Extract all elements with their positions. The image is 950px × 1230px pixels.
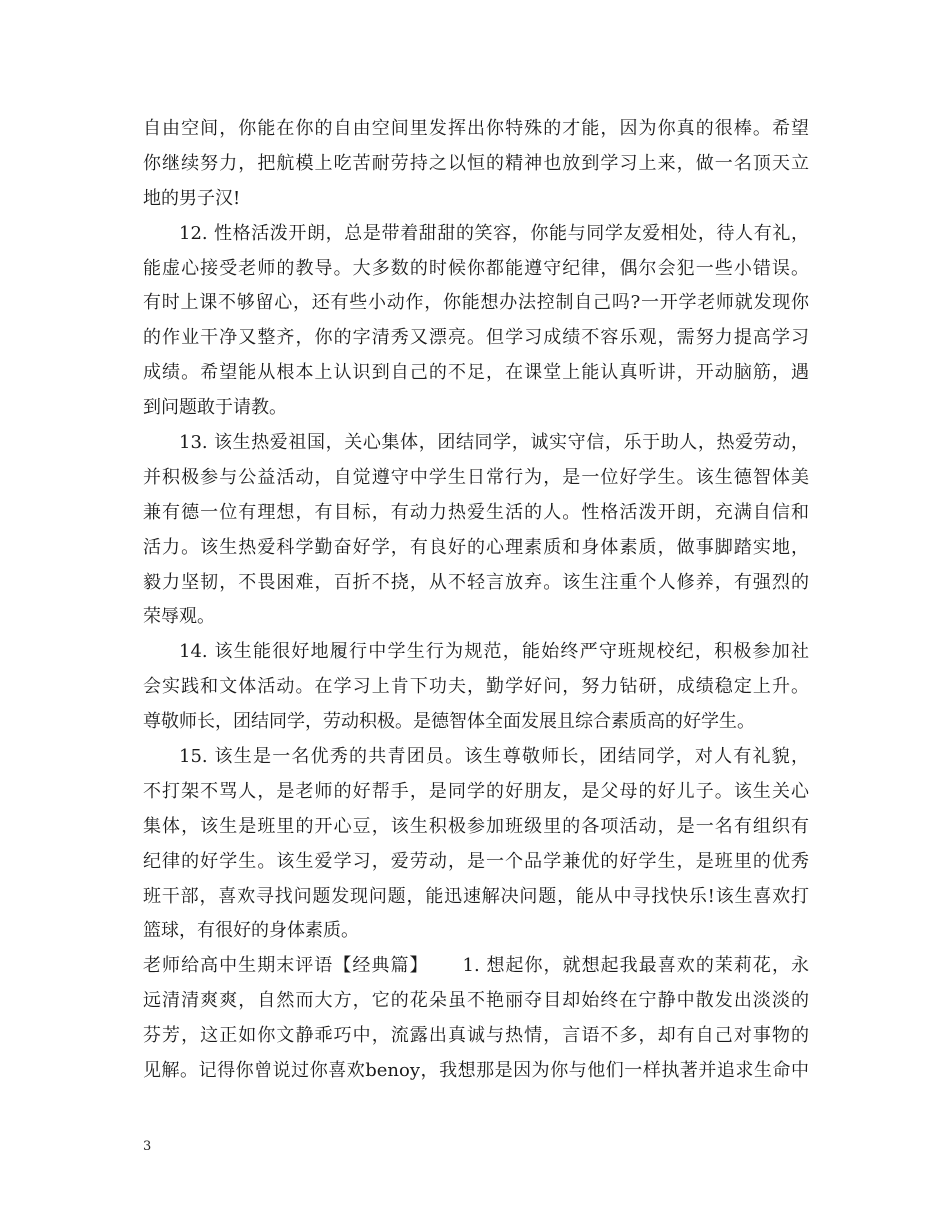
text-line: 篮球，有很好的身体素质。 [143, 920, 359, 942]
page-number: 3 [143, 1139, 152, 1154]
text-line: 荣辱观。 [143, 606, 215, 628]
text-line: 芬芳，这正如你文静乖巧中，流露出真诚与热情，言语不多，却有自己对事物的 [143, 1025, 809, 1047]
text-line: 成绩。希望能从根本上认识到自己的不足，在课堂上能认真听讲，开动脑筋，遇 [143, 362, 809, 384]
text-line: 兼有德一位有理想，有目标，有动力热爱生活的人。性格活泼开朗，充满自信和 [143, 501, 809, 523]
text-line: 见解。记得你曾说过你喜欢benoy，我想那是因为你与他们一样执著并追求生命中 [143, 1060, 809, 1082]
text-line: 14. 该生能很好地履行中学生行为规范，能始终严守班规校纪，积极参加社 [179, 641, 809, 663]
text-line: 会实践和文体活动。在学习上肯下功夫，勤学好问，努力钻研，成绩稳定上升。 [143, 676, 809, 698]
text-line: 有时上课不够留心，还有些小动作，你能想办法控制自己吗?一开学老师就发现你 [143, 292, 809, 314]
text-line: 13. 该生热爱祖国，关心集体，团结同学，诚实守信，乐于助人，热爱劳动， [179, 432, 809, 454]
paragraph-12 [143, 217, 809, 426]
text-line: 纪律的好学生。该生爱学习，爱劳动，是一个品学兼优的好学生，是班里的优秀 [143, 850, 809, 872]
text-line: 毅力坚韧，不畏困难，百折不挠，从不轻言放弃。该生注重个人修养，有强烈的 [143, 571, 809, 593]
text-line: 到问题敢于请教。 [143, 397, 287, 419]
text-line: 班干部，喜欢寻找问题发现问题，能迅速解决问题，能从中寻找快乐!该生喜欢打 [143, 885, 809, 907]
text-line: 活力。该生热爱科学勤奋好学，有良好的心理素质和身体素质，做事脚踏实地， [143, 536, 809, 558]
text-line: 不打架不骂人，是老师的好帮手，是同学的好朋友，是父母的好儿子。该生关心 [143, 780, 809, 802]
page-body [143, 112, 809, 1089]
text-line: 集体，该生是班里的开心豆，该生积极参加班级里的各项活动，是一名有组织有 [143, 815, 809, 837]
text-line: 尊敬师长，团结同学，劳动积极。是德智体全面发展且综合素质高的好学生。 [143, 711, 755, 733]
section-heading: 老师给高中生期末评语【经典篇】 [143, 955, 429, 977]
text-line: 12. 性格活泼开朗，总是带着甜甜的笑容，你能与同学友爱相处，待人有礼， [179, 222, 809, 244]
text-line: 的作业干净又整齐，你的字清秀又漂亮。但学习成绩不容乐观，需努力提高学习 [143, 327, 809, 349]
section-classic [143, 949, 809, 1089]
text-line: 能虚心接受老师的教导。大多数的时候你都能遵守纪律，偶尔会犯一些小错误。 [143, 257, 809, 279]
text-line: 远清清爽爽，自然而大方，它的花朵虽不艳丽夺目却始终在宁静中散发出淡淡的 [143, 990, 809, 1012]
paragraph-13 [143, 426, 809, 635]
text-line: 你继续努力，把航模上吃苦耐劳持之以恒的精神也放到学习上来，做一名顶天立 [143, 152, 809, 174]
text-line: 并积极参与公益活动，自觉遵守中学生日常行为，是一位好学生。该生德智体美 [143, 466, 809, 488]
paragraph-11-tail [143, 112, 809, 217]
text-line: 自由空间，你能在你的自由空间里发挥出你特殊的才能，因为你真的很棒。希望 [143, 118, 809, 139]
text-line: 15. 该生是一名优秀的共青团员。该生尊敬师长，团结同学，对人有礼貌， [179, 746, 809, 768]
text-line: 地的男子汉! [143, 187, 241, 209]
section-heading-line [143, 949, 809, 984]
paragraph-14 [143, 635, 809, 740]
text-line: 1. 想起你，就想起我最喜欢的茉莉花，永 [462, 955, 809, 977]
paragraph-15 [143, 740, 809, 949]
